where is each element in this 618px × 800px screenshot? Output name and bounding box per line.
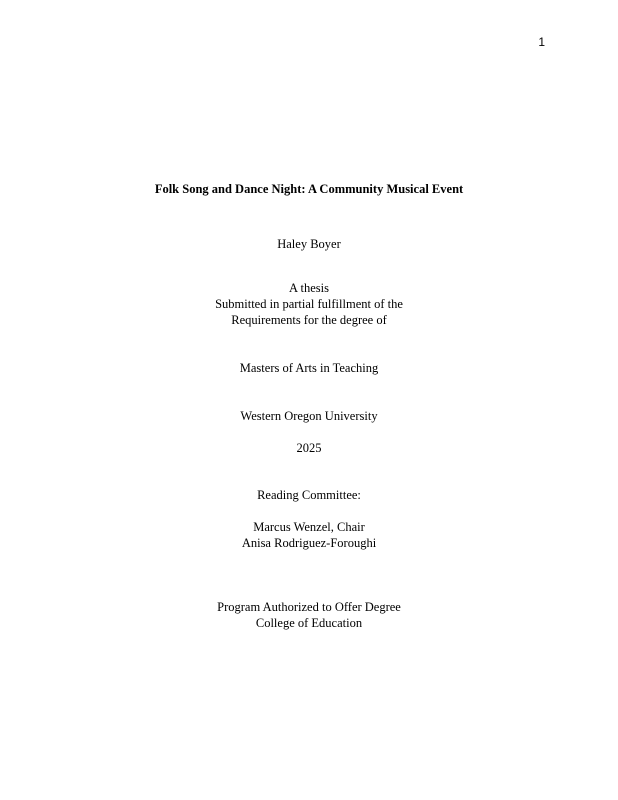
page-number: 1 xyxy=(538,35,545,49)
thesis-title: Folk Song and Dance Night: A Community Musical Event xyxy=(154,182,464,196)
committee-member: Anisa Rodriguez-Foroughi xyxy=(241,536,377,550)
program-label: Program Authorized to Offer Degree xyxy=(217,600,401,614)
degree-requirement-statement: Requirements for the degree of xyxy=(231,313,387,327)
year: 2025 xyxy=(296,441,322,455)
program-name: College of Education xyxy=(255,616,363,630)
thesis-label: A thesis xyxy=(289,281,329,295)
degree-name: Masters of Arts in Teaching xyxy=(239,361,379,375)
submission-statement: Submitted in partial fulfillment of the xyxy=(215,297,403,311)
committee-heading: Reading Committee: xyxy=(257,488,361,502)
author-name: Haley Boyer xyxy=(277,237,341,251)
committee-member: Marcus Wenzel, Chair xyxy=(253,520,365,534)
university-name: Western Oregon University xyxy=(240,409,378,423)
